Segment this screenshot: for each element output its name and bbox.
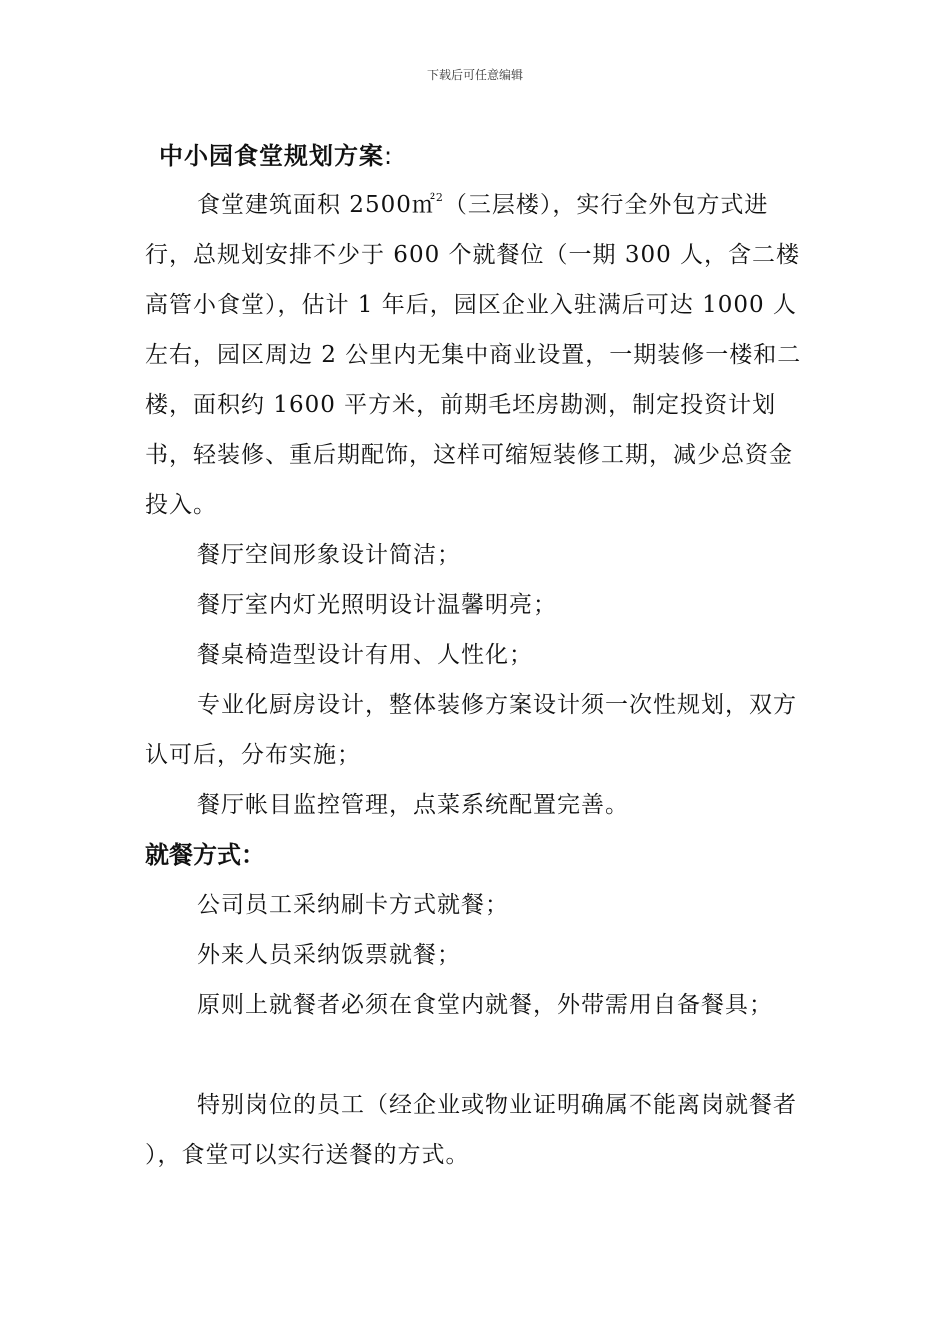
document-body: [145, 126, 815, 1180]
dining-item-2: 外来人员采纳饭票就餐；: [197, 942, 461, 968]
blank-line: [145, 1030, 815, 1080]
design-point-1: 餐厅空间形象设计简洁；: [197, 542, 461, 568]
design-point-5: 餐厅帐目监控管理，点菜系统配置完善。: [197, 792, 629, 818]
dining-item-3: 原则上就餐者必须在食堂内就餐，外带需用自备餐具；: [197, 992, 773, 1018]
intro-text-rest: （三层楼），实行全外包方式进行，总规划安排不少于 600 个就餐位（一期 300 人，含二楼高管小食堂），估计 1 年后，园区企业入驻满后可达 1000 人左右，园区周边 2 公里内无集中商业设置，一期装修一楼和二楼，面积约 1600 平方米，前期毛坯房勘测，制定投资计划书，轻装修、重后期配饰，这样可缩短装修工期，减少总资金投入。: [145, 192, 802, 518]
dining-section-title: 就餐方式：: [145, 841, 265, 869]
special-delivery-paragraph: 特别岗位的员工（经企业或物业证明确属不能离岗就餐者 ），食堂可以实行送餐的方式。: [145, 1092, 797, 1168]
intro-paragraph: [145, 180, 815, 530]
intro-text-start: 食堂建筑面积 2500㎡: [197, 192, 436, 218]
design-point-4: 专业化厨房设计，整体装修方案设计须一次性规划，双方认可后，分布实施；: [145, 692, 797, 768]
design-point-3: 餐桌椅造型设计有用、人性化；: [197, 642, 533, 668]
document-title: [159, 132, 815, 180]
area-superscript: 2: [435, 191, 444, 205]
title-colon: :: [384, 142, 394, 170]
title-text: 中小园食堂规划方案: [159, 142, 384, 170]
page-header: 下载后可任意编辑: [426, 68, 523, 82]
dining-item-1: 公司员工采纳刷卡方式就餐；: [197, 892, 509, 918]
design-point-2: 餐厅室内灯光照明设计温馨明亮；: [197, 592, 557, 618]
